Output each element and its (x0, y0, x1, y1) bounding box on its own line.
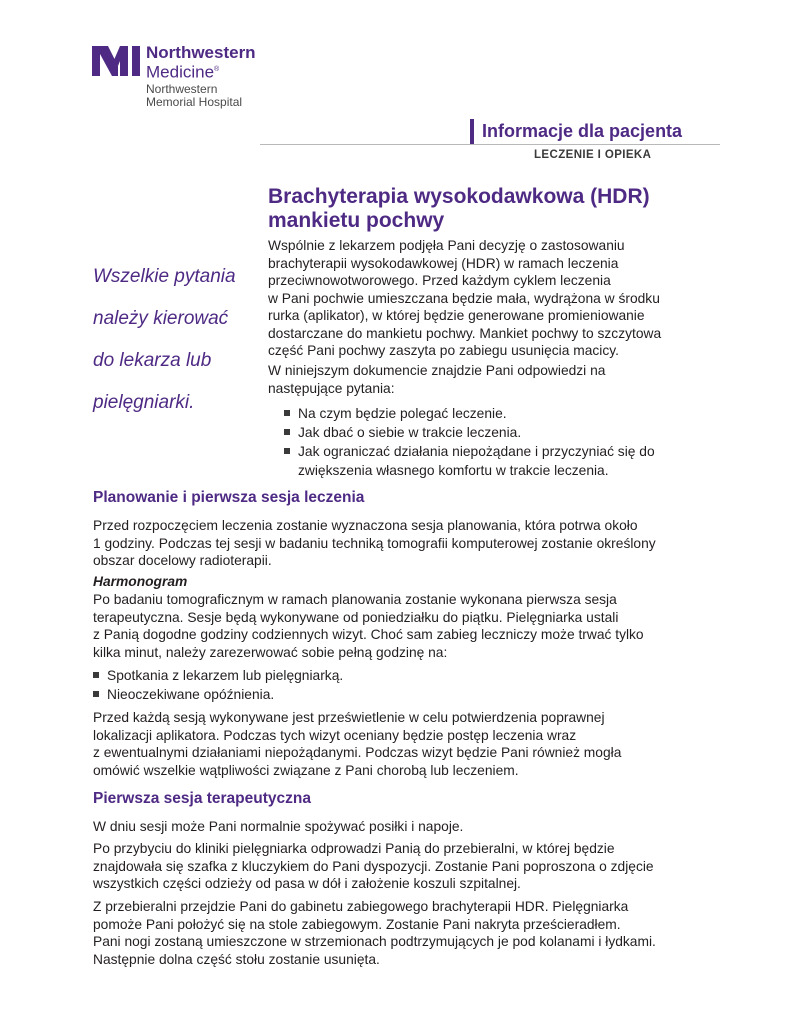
intro-paragraph: Wspólnie z lekarzem podjęła Pani decyzję o zastosowaniu brachyterapii wysokodawkowej (HDR) w ramach leczenia przeciwnowotworowego. Przed każdym cyklem leczenia w Pani pochwie umieszczana będzie mała, wydrążona w środku rurka (aplikator), w której będzie generowane promieniowanie dostarczane do mankietu pochwy. Mankiet pochwy to szczytowa część Pani pochwy zaszyta po zabiegu usunięcia macicy. (268, 238, 662, 358)
list-item: Jak ograniczać działania niepożądane i przyczyniać się do zwiększenia własnego komfortu w trakcie leczenia. (284, 442, 714, 480)
header-rule (260, 144, 720, 145)
northwestern-medicine-logo-icon (92, 46, 140, 76)
logo-hospital: Northwestern Memorial Hospital (146, 82, 243, 109)
logo-sub: Medicine® (146, 62, 220, 82)
schedule-list (93, 666, 733, 704)
list-item: Na czym będzie polegać leczenie. (284, 404, 714, 423)
first-session-paragraph-3: Z przebieralni przejdzie Pani do gabinetu zabiegowego brachyterapii HDR. Pielęgniarka pomoże Pani położyć się na stole zabiegowym. Zostanie Pani nakryta prześcieradłem. Pani nogi zostaną umieszczone w strzemionach podtrzymujących je pod kolanami i łydkami. Następnie dolna część stołu zostanie usunięta. (93, 899, 656, 967)
section-heading-planning: Planowanie i pierwsza sesja leczenia (93, 489, 365, 506)
list-item: Spotkania z lekarzem lub pielęgniarką. (93, 666, 733, 685)
xray-paragraph: Przed każdą sesją wykonywane jest prześwietlenie w celu potwierdzenia poprawnej lokalizacji aplikatora. Podczas tych wizyt oceniany będzie postęp leczenia wraz z ewentualnymi działaniami niepożądanymi. Podczas wizyt będzie Pani również mogła omówić wszelkie wątpliwości związane z Pani chorobą lub leczeniem. (93, 710, 622, 778)
first-session-paragraph-1: W dniu sesji może Pani normalnie spożywać posiłki i napoje. (93, 819, 464, 834)
schedule-heading: Harmonogram (93, 574, 188, 589)
schedule-paragraph: Po badaniu tomograficznym w ramach planowania zostanie wykonana pierwsza sesja terapeutyczna. Sesje będą wykonywane od poniedziałku do piątku. Pielęgniarka ustali z Panią dogodne godziny codziennych wizyt. Choć sam zabieg leczniczy może trwać tylko kilka minut, należy zarezerwować sobie pełną godzinę na: (93, 592, 644, 660)
section-heading-first-session: Pierwsza sesja terapeutyczna (93, 790, 311, 807)
page-title: Brachyterapia wysokodawkowa (HDR) mankietu pochwy (268, 185, 650, 232)
logo-name: Northwestern (146, 43, 256, 62)
banner-accent (470, 119, 474, 144)
side-note: Wszelkie pytania należy kierować do lekarza lub pielęgniarki. (93, 266, 236, 413)
list-item: Jak dbać o siebie w trakcie leczenia. (284, 423, 714, 442)
banner-title: Informacje dla pacjenta (482, 121, 683, 141)
header-subtitle: LECZENIE I OPIEKA (534, 149, 652, 161)
intro-questions-lead: W niniejszym dokumencie znajdzie Pani odpowiedzi na następujące pytania: (268, 363, 606, 396)
list-item: Nieoczekiwane opóźnienia. (93, 685, 733, 704)
planning-paragraph: Przed rozpoczęciem leczenia zostanie wyznaczona sesja planowania, która potrwa około 1 godziny. Podczas tej sesji w badaniu techniką tomografii komputerowej zostanie określony obszar docelowy radioterapii. (93, 518, 656, 568)
first-session-paragraph-2: Po przybyciu do kliniki pielęgniarka odprowadzi Panią do przebieralni, w której będzie znajdowała się szafka z kluczykiem do Pani dyspozycji. Zostanie Pani poproszona o zdjęcie wszystkich części odzieży od pasa w dół i założenie koszuli szpitalnej. (93, 841, 654, 891)
intro-question-list (284, 404, 714, 480)
